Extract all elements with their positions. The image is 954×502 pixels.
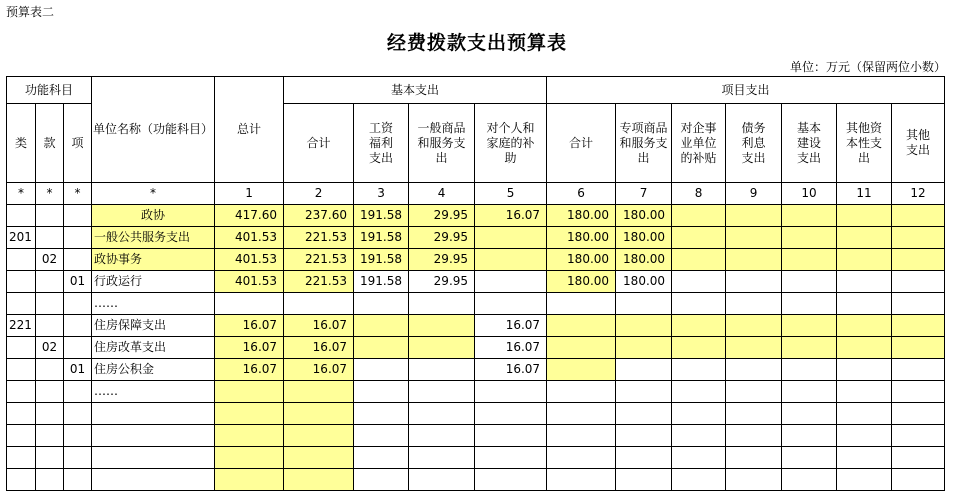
cell-kuan (36, 403, 64, 425)
cell-c1 (215, 447, 284, 469)
index-cell: * (36, 183, 64, 205)
cell-empty (837, 359, 892, 381)
cell-c2 (284, 293, 354, 315)
table-row (7, 425, 945, 447)
cell-c2: 221.53 (284, 249, 354, 271)
cell-c4 (409, 337, 475, 359)
cell-empty (726, 249, 782, 271)
cell-c4: 29.95 (409, 205, 475, 227)
cell-empty (782, 249, 837, 271)
cell-c5: 16.07 (475, 205, 547, 227)
cell-empty (782, 337, 837, 359)
cell-kuan (36, 271, 64, 293)
index-cell: * (7, 183, 36, 205)
cell-lei: 221 (7, 315, 36, 337)
cell-c4 (409, 381, 475, 403)
cell-c7 (616, 469, 672, 491)
table-row (7, 249, 945, 271)
cell-c3 (354, 315, 409, 337)
cell-empty (672, 271, 726, 293)
cell-empty (782, 315, 837, 337)
table-row (7, 403, 945, 425)
cell-empty (782, 403, 837, 425)
cell-c3: 191.58 (354, 205, 409, 227)
cell-c2 (284, 425, 354, 447)
index-cell: 5 (475, 183, 547, 205)
cell-empty (672, 359, 726, 381)
cell-empty (892, 315, 945, 337)
cell-name: 一般公共服务支出 (92, 227, 215, 249)
cell-empty (892, 205, 945, 227)
cell-c6: 180.00 (547, 271, 616, 293)
cell-c1: 401.53 (215, 271, 284, 293)
cell-empty (726, 293, 782, 315)
cell-empty (837, 315, 892, 337)
cell-empty (672, 205, 726, 227)
cell-c2 (284, 403, 354, 425)
cell-c4 (409, 447, 475, 469)
cell-empty (782, 293, 837, 315)
cell-c6 (547, 315, 616, 337)
cell-kuan (36, 315, 64, 337)
cell-c4: 29.95 (409, 227, 475, 249)
cell-empty (837, 293, 892, 315)
cell-c2: 221.53 (284, 271, 354, 293)
cell-empty (837, 271, 892, 293)
header-wages-label: 工资福利支出 (369, 120, 394, 165)
cell-empty (672, 227, 726, 249)
table-row (7, 469, 945, 491)
cell-c6 (547, 469, 616, 491)
cell-c5 (475, 469, 547, 491)
table-row (7, 447, 945, 469)
cell-empty (726, 315, 782, 337)
cell-c2: 16.07 (284, 315, 354, 337)
cell-xiang (64, 249, 92, 271)
cell-name: 住房保障支出 (92, 315, 215, 337)
cell-c2: 221.53 (284, 227, 354, 249)
cell-c3: 191.58 (354, 271, 409, 293)
cell-empty (782, 381, 837, 403)
cell-empty (892, 425, 945, 447)
cell-xiang (64, 469, 92, 491)
cell-c4 (409, 425, 475, 447)
cell-xiang (64, 315, 92, 337)
header-capital-construction-label: 基本建设支出 (797, 120, 822, 165)
cell-empty (726, 205, 782, 227)
cell-c3 (354, 293, 409, 315)
cell-c1 (215, 293, 284, 315)
cell-empty (782, 425, 837, 447)
cell-lei (7, 425, 36, 447)
cell-name (92, 425, 215, 447)
index-cell: 9 (726, 183, 782, 205)
cell-xiang (64, 403, 92, 425)
cell-c4: 29.95 (409, 271, 475, 293)
cell-c1: 16.07 (215, 315, 284, 337)
header-xiang: 项 (64, 104, 92, 183)
cell-c6 (547, 447, 616, 469)
header-special-goods-label: 专项商品和服务支出 (619, 120, 668, 165)
cell-name (92, 403, 215, 425)
page-title: 经费拨款支出预算表 (386, 32, 567, 54)
header-lei: 类 (7, 104, 36, 183)
cell-c5 (475, 425, 547, 447)
cell-empty (726, 359, 782, 381)
cell-empty (892, 249, 945, 271)
header-wages (354, 104, 409, 183)
index-cell: * (64, 183, 92, 205)
cell-empty (837, 425, 892, 447)
cell-kuan: 02 (36, 249, 64, 271)
cell-empty (726, 403, 782, 425)
cell-c2 (284, 381, 354, 403)
cell-c4 (409, 315, 475, 337)
cell-c6 (547, 359, 616, 381)
index-cell: 8 (672, 183, 726, 205)
header-other-expenditure-label: 其他支出 (906, 128, 931, 157)
cell-kuan (36, 469, 64, 491)
cell-c5 (475, 403, 547, 425)
header-total: 总计 (215, 77, 284, 183)
header-special-goods (616, 104, 672, 183)
cell-kuan (36, 425, 64, 447)
cell-xiang (64, 337, 92, 359)
cell-lei (7, 381, 36, 403)
index-cell: 4 (409, 183, 475, 205)
cell-c5 (475, 447, 547, 469)
cell-empty (837, 337, 892, 359)
index-cell: 11 (837, 183, 892, 205)
header-kuan: 款 (36, 104, 64, 183)
cell-c3 (354, 337, 409, 359)
cell-empty (782, 227, 837, 249)
cell-empty (726, 425, 782, 447)
cell-lei (7, 337, 36, 359)
header-other-capital-label: 其他资本性支出 (846, 120, 883, 165)
cell-lei (7, 205, 36, 227)
cell-c7 (616, 293, 672, 315)
cell-c4 (409, 469, 475, 491)
cell-c3: 191.58 (354, 249, 409, 271)
cell-xiang: 01 (64, 359, 92, 381)
cell-xiang (64, 381, 92, 403)
cell-kuan (36, 205, 64, 227)
cell-empty (672, 469, 726, 491)
cell-empty (726, 337, 782, 359)
cell-c3 (354, 425, 409, 447)
cell-c5: 16.07 (475, 337, 547, 359)
cell-empty (892, 337, 945, 359)
index-cell: 3 (354, 183, 409, 205)
cell-empty (726, 447, 782, 469)
cell-c2 (284, 447, 354, 469)
cell-xiang (64, 425, 92, 447)
cell-c4 (409, 293, 475, 315)
cell-empty (837, 227, 892, 249)
cell-empty (892, 447, 945, 469)
cell-c5: 16.07 (475, 315, 547, 337)
header-goods-services-label: 一般商品和服务支出 (417, 120, 466, 165)
cell-c7 (616, 315, 672, 337)
header-project-expenditure: 项目支出 (547, 77, 945, 104)
cell-empty (672, 315, 726, 337)
cell-empty (672, 403, 726, 425)
cell-c7: 180.00 (616, 205, 672, 227)
unit-note: 单位：万元（保留两位小数） (789, 60, 946, 74)
cell-empty (837, 249, 892, 271)
cell-c5 (475, 381, 547, 403)
cell-c7: 180.00 (616, 249, 672, 271)
cell-empty (672, 447, 726, 469)
cell-empty (892, 381, 945, 403)
table-row (7, 293, 945, 315)
cell-name (92, 447, 215, 469)
cell-c5 (475, 293, 547, 315)
cell-c1: 16.07 (215, 359, 284, 381)
cell-empty (782, 447, 837, 469)
cell-empty (892, 403, 945, 425)
cell-c1 (215, 381, 284, 403)
table-row (7, 227, 945, 249)
cell-c5 (475, 227, 547, 249)
cell-name (92, 469, 215, 491)
header-goods-services (409, 104, 475, 183)
cell-c7 (616, 447, 672, 469)
header-functional-subject: 功能科目 (7, 77, 92, 104)
cell-c6: 180.00 (547, 205, 616, 227)
column-index-row (7, 183, 945, 205)
cell-c6: 180.00 (547, 249, 616, 271)
cell-c6 (547, 337, 616, 359)
cell-name: …… (92, 381, 215, 403)
cell-c1: 417.60 (215, 205, 284, 227)
header-debt-interest-label: 债务利息支出 (741, 120, 766, 165)
cell-c1 (215, 469, 284, 491)
table-row (7, 359, 945, 381)
cell-xiang (64, 205, 92, 227)
cell-c1: 401.53 (215, 249, 284, 271)
header-personal-subsidy (475, 104, 547, 183)
header-enterprise-subsidy-label: 对企事业单位的补贴 (680, 120, 717, 165)
cell-kuan (36, 447, 64, 469)
cell-lei (7, 293, 36, 315)
cell-c7 (616, 425, 672, 447)
cell-empty (837, 403, 892, 425)
cell-c5: 16.07 (475, 359, 547, 381)
cell-c7 (616, 381, 672, 403)
cell-lei (7, 271, 36, 293)
cell-name: 住房改革支出 (92, 337, 215, 359)
cell-empty (782, 359, 837, 381)
cell-c2: 16.07 (284, 359, 354, 381)
sheet-label: 预算表二 (6, 5, 55, 19)
cell-c3: 191.58 (354, 227, 409, 249)
cell-empty (892, 293, 945, 315)
cell-empty (892, 359, 945, 381)
index-cell: 10 (782, 183, 837, 205)
index-cell: 7 (616, 183, 672, 205)
cell-kuan: 02 (36, 337, 64, 359)
header-personal-subsidy-label: 对个人和家庭的补助 (486, 120, 535, 165)
cell-c7: 180.00 (616, 271, 672, 293)
cell-c2 (284, 469, 354, 491)
index-cell: 1 (215, 183, 284, 205)
cell-c7 (616, 359, 672, 381)
cell-kuan (36, 381, 64, 403)
table-row (7, 271, 945, 293)
header-other-capital (837, 104, 892, 183)
cell-empty (837, 205, 892, 227)
cell-c6 (547, 403, 616, 425)
index-cell: * (92, 183, 215, 205)
cell-c6: 180.00 (547, 227, 616, 249)
cell-c4 (409, 359, 475, 381)
cell-c1 (215, 425, 284, 447)
cell-name: 住房公积金 (92, 359, 215, 381)
cell-c6 (547, 425, 616, 447)
cell-lei (7, 469, 36, 491)
cell-empty (672, 337, 726, 359)
cell-empty (782, 469, 837, 491)
cell-c2: 16.07 (284, 337, 354, 359)
header-capital-construction (782, 104, 837, 183)
cell-empty (892, 469, 945, 491)
table-row (7, 337, 945, 359)
cell-c1: 16.07 (215, 337, 284, 359)
cell-empty (782, 205, 837, 227)
cell-kuan (36, 293, 64, 315)
index-cell: 6 (547, 183, 616, 205)
cell-name: 政协事务 (92, 249, 215, 271)
cell-empty (726, 227, 782, 249)
cell-empty (892, 227, 945, 249)
cell-c1: 401.53 (215, 227, 284, 249)
table-row (7, 205, 945, 227)
cell-c3 (354, 381, 409, 403)
cell-name: 行政运行 (92, 271, 215, 293)
cell-empty (672, 293, 726, 315)
cell-empty (672, 425, 726, 447)
cell-lei (7, 249, 36, 271)
cell-xiang (64, 447, 92, 469)
header-basic-subtotal: 合计 (284, 104, 354, 183)
cell-empty (892, 271, 945, 293)
cell-lei (7, 359, 36, 381)
cell-empty (726, 381, 782, 403)
budget-table (6, 76, 945, 491)
table-row (7, 381, 945, 403)
header-unit-name: 单位名称（功能科目） (92, 77, 215, 183)
cell-kuan (36, 359, 64, 381)
header-enterprise-subsidy (672, 104, 726, 183)
cell-lei: 201 (7, 227, 36, 249)
cell-name: …… (92, 293, 215, 315)
cell-c3 (354, 359, 409, 381)
cell-c4: 29.95 (409, 249, 475, 271)
cell-empty (837, 447, 892, 469)
index-cell: 2 (284, 183, 354, 205)
cell-c4 (409, 403, 475, 425)
cell-c1 (215, 403, 284, 425)
cell-c2: 237.60 (284, 205, 354, 227)
header-basic-expenditure: 基本支出 (284, 77, 547, 104)
cell-c6 (547, 293, 616, 315)
cell-lei (7, 447, 36, 469)
header-debt-interest (726, 104, 782, 183)
cell-c3 (354, 469, 409, 491)
cell-xiang (64, 293, 92, 315)
header-project-subtotal: 合计 (547, 104, 616, 183)
table-row (7, 315, 945, 337)
cell-c7 (616, 403, 672, 425)
cell-xiang: 01 (64, 271, 92, 293)
cell-lei (7, 403, 36, 425)
cell-c7: 180.00 (616, 227, 672, 249)
cell-kuan (36, 227, 64, 249)
header-other-expenditure (892, 104, 945, 183)
cell-name: 政协 (92, 205, 215, 227)
cell-c5 (475, 249, 547, 271)
cell-c5 (475, 271, 547, 293)
cell-empty (837, 469, 892, 491)
cell-c6 (547, 381, 616, 403)
cell-empty (672, 249, 726, 271)
cell-empty (726, 469, 782, 491)
cell-xiang (64, 227, 92, 249)
cell-c3 (354, 403, 409, 425)
cell-c3 (354, 447, 409, 469)
cell-empty (672, 381, 726, 403)
cell-empty (782, 271, 837, 293)
cell-c7 (616, 337, 672, 359)
cell-empty (726, 271, 782, 293)
cell-empty (837, 381, 892, 403)
index-cell: 12 (892, 183, 945, 205)
